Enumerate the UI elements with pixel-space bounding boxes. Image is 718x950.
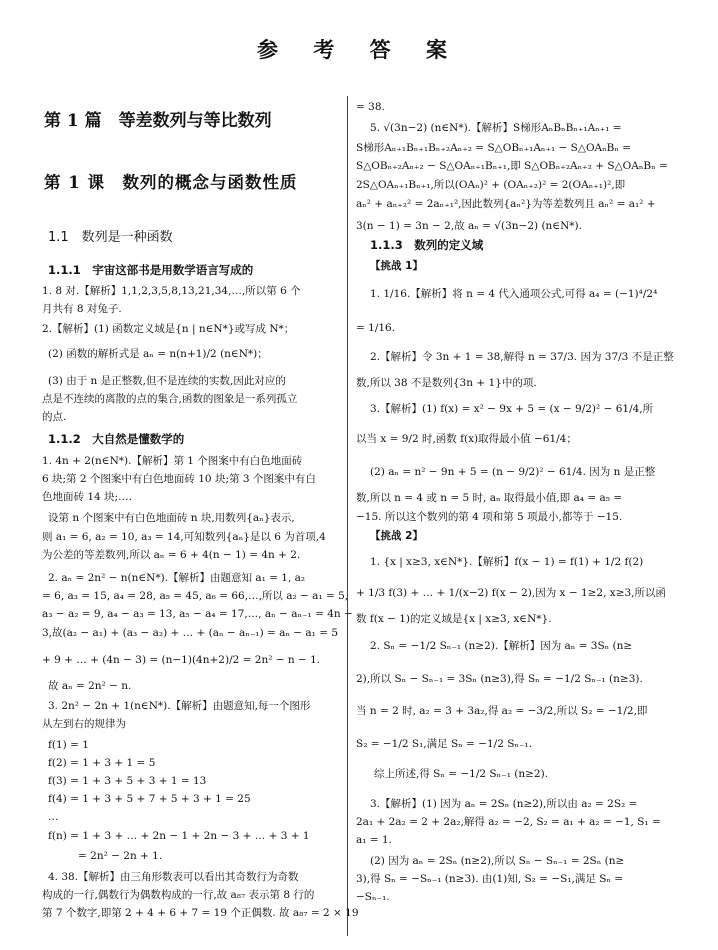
text-line: aₙ² + aₙ₊₂² = 2aₙ₊₁²,因此数列{aₙ²}为等差数列且 aₙ² = a₁² + bbox=[356, 198, 656, 210]
text-line: 月共有 8 对兔子. bbox=[42, 303, 122, 315]
text-line: 的点. bbox=[42, 411, 67, 423]
text-line: a₁ = 1. bbox=[356, 834, 392, 846]
subsection-title: 1.1.3 数列的定义域 bbox=[370, 238, 484, 252]
text-line: 3),得 Sₙ = −Sₙ₋₁ (n≥3). 由(1)知, S₂ = −S₁,满足 Sₙ = bbox=[356, 873, 624, 885]
text-line: (2) aₙ = n² − 9n + 5 = (n − 9/2)² − 61/4. 因为 n 是正整 bbox=[370, 466, 656, 478]
text-line: 6 块;第 2 个图案中有白色地面砖 10 块;第 3 个图案中有白 bbox=[42, 473, 316, 485]
text-line: S梯形Aₙ₊₁Bₙ₊₁Bₙ₊₂Aₙ₊₂ = S△OBₙ₊₁Aₙ₊₁ − S△OAₙBₙ = bbox=[356, 142, 632, 154]
text-line: = 38. bbox=[356, 101, 385, 113]
text-line: … bbox=[48, 811, 59, 823]
text-line: 3.【解析】(1) 因为 aₙ = 2Sₙ (n≥2),所以由 a₂ = 2S₂ = bbox=[370, 798, 638, 810]
text-line: 综上所述,得 Sₙ = −1/2 Sₙ₋₁ (n≥2). bbox=[374, 768, 549, 780]
part-title: 第 1 篇 等差数列与等比数列 bbox=[44, 111, 272, 131]
subsection-title: 1.1.1 宇宙这部书是用数学语言写成的 bbox=[48, 263, 254, 277]
text-line: f(2) = 1 + 3 + 1 = 5 bbox=[48, 757, 156, 769]
text-line: (2) 因为 aₙ = 2Sₙ (n≥2),所以 Sₙ − Sₙ₋₁ = 2Sₙ (n≥ bbox=[370, 855, 625, 867]
text-line: 为公差的等差数列,所以 aₙ = 6 + 4(n − 1) = 4n + 2. bbox=[42, 549, 301, 561]
text-line: 第 7 个数字,即第 2 + 4 + 6 + 7 = 19 个正偶数. 故 a₈₇ = 2 × 19 bbox=[42, 907, 359, 919]
text-line: 3,故(a₂ − a₁) + (a₃ − a₂) + … + (aₙ − aₙ₋₁) = aₙ − a₁ = 5 bbox=[42, 627, 339, 639]
column-divider bbox=[347, 96, 348, 936]
text-line: 2.【解析】令 3n + 1 = 38,解得 n = 37/3. 因为 37/3 不是正整 bbox=[370, 351, 674, 363]
text-line: 3(n − 1) = 3n − 2,故 aₙ = √(3n−2) (n∈N*). bbox=[356, 220, 582, 232]
text-line: 5. √(3n−2) (n∈N*).【解析】S梯形AₙBₙBₙ₊₁Aₙ₊₁ = bbox=[370, 122, 622, 134]
text-line: 从左到右的规律为 bbox=[42, 718, 126, 730]
text-line: 点是不连续的离散的点的集合,函数的图象是一系列孤立 bbox=[42, 393, 298, 405]
text-line: 以当 x = 9/2 时,函数 f(x)取得最小值 −61/4； bbox=[356, 433, 577, 445]
text-line: S₂ = −1/2 S₁,满足 Sₙ = −1/2 Sₙ₋₁. bbox=[356, 738, 533, 750]
text-line: 1. 8 对.【解析】1,1,2,3,5,8,13,21,34,…,所以第 6 个 bbox=[42, 285, 301, 297]
text-line: 2),所以 Sₙ − Sₙ₋₁ = 3Sₙ (n≥3),得 Sₙ = −1/2 Sₙ₋₁ (n≥3). bbox=[356, 673, 643, 685]
text-line: S△OBₙ₊₂Aₙ₊₂ − S△OAₙ₊₁Bₙ₊₁,即 S△OBₙ₊₂Aₙ₊₂ + S△OAₙBₙ = bbox=[356, 160, 668, 172]
text-line: −15. 所以这个数列的第 4 项和第 5 项最小,都等于 −15. bbox=[356, 511, 623, 523]
text-line: 1. {x | x≥3, x∈N*}.【解析】f(x − 1) = f(1) + 1/2 f(2) bbox=[370, 556, 644, 568]
text-line: 3. 2n² − 2n + 1(n∈N*).【解析】由题意知,每一个图形 bbox=[48, 700, 311, 712]
text-line: 当 n = 2 时, a₂ = 3 + 3a₂,得 a₂ = −3/2,所以 S₂ = −1/2,即 bbox=[356, 705, 648, 717]
text-line: f(3) = 1 + 3 + 5 + 3 + 1 = 13 bbox=[48, 775, 207, 787]
text-line: (2) 函数的解析式是 aₙ = n(n+1)/2 (n∈N*)； bbox=[48, 348, 268, 360]
text-line: 数,所以 n = 4 或 n = 5 时, aₙ 取得最小值,即 a₄ = a₅ = bbox=[356, 492, 623, 504]
text-line: = 6, a₃ = 15, a₄ = 28, a₅ = 45, a₆ = 66,…,所以 a₂ − a₁ = 5, bbox=[42, 590, 349, 602]
text-line: 2. aₙ = 2n² − n(n∈N*).【解析】由题意知 a₁ = 1, a₂ bbox=[48, 572, 306, 584]
text-line: = 1/16. bbox=[356, 322, 396, 334]
text-line: 2S△OAₙ₊₁Bₙ₊₁,所以(OAₙ)² + (OAₙ₊₂)² = 2(OAₙ₊₁)²,即 bbox=[356, 179, 626, 191]
text-line: + 9 + … + (4n − 3) = (n−1)(4n+2)/2 = 2n² − n − 1. bbox=[42, 654, 321, 666]
text-line: 故 aₙ = 2n² − n. bbox=[48, 680, 132, 692]
text-line: 则 a₁ = 6, a₂ = 10, a₃ = 14,可知数列{aₙ}是以 6 为首项,4 bbox=[42, 531, 326, 543]
page-title: 参 考 答 案 bbox=[257, 38, 461, 62]
subsection-title: 1.1.2 大自然是懂数学的 bbox=[48, 432, 185, 446]
challenge-heading: 【挑战 1】 bbox=[370, 260, 423, 272]
text-line: f(n) = 1 + 3 + … + 2n − 1 + 2n − 3 + … + 3 + 1 bbox=[48, 830, 310, 842]
text-line: 色地面砖 14 块;…. bbox=[42, 491, 132, 503]
section-title: 1.1 数列是一种函数 bbox=[48, 230, 173, 245]
lesson-title: 第 1 课 数列的概念与函数性质 bbox=[44, 173, 298, 192]
text-line: 1. 4n + 2(n∈N*).【解析】第 1 个图案中有白色地面砖 bbox=[42, 455, 303, 467]
text-line: (3) 由于 n 是正整数,但不是连续的实数,因此对应的 bbox=[48, 375, 286, 387]
text-line: + 1/3 f(3) + … + 1/(x−2) f(x − 2),因为 x − 1≥2, x≥3,所以函 bbox=[356, 587, 667, 599]
text-line: a₃ − a₂ = 9, a₄ − a₃ = 13, a₅ − a₄ = 17,…, aₙ − aₙ₋₁ = 4n − bbox=[42, 608, 353, 620]
challenge-heading: 【挑战 2】 bbox=[370, 530, 423, 542]
text-line: 2. Sₙ = −1/2 Sₙ₋₁ (n≥2).【解析】因为 aₙ = 3Sₙ (n≥ bbox=[370, 640, 633, 652]
text-line: 数 f(x − 1)的定义域是{x | x≥3, x∈N*}. bbox=[356, 613, 552, 625]
text-line: −Sₙ₋₁. bbox=[356, 891, 390, 903]
text-line: 数,所以 38 不是数列{3n + 1}中的项. bbox=[356, 377, 537, 389]
text-line: 构成的一行,偶数行为偶数构成的一行,故 a₈₇ 表示第 8 行的 bbox=[42, 889, 315, 901]
text-line: 1. 1/16.【解析】将 n = 4 代入通项公式,可得 a₄ = (−1)⁴/2⁴ bbox=[370, 288, 658, 300]
text-line: f(1) = 1 bbox=[48, 739, 89, 751]
text-line: 4. 38.【解析】由三角形数表可以看出其奇数行为奇数 bbox=[48, 871, 299, 883]
text-line: 设第 n 个图案中有白色地面砖 n 块,用数列{aₙ}表示, bbox=[48, 512, 295, 524]
text-line: = 2n² − 2n + 1. bbox=[78, 850, 163, 862]
text-line: 2.【解析】(1) 函数定义域是{n | n∈N*}或写成 N*； bbox=[42, 323, 295, 335]
text-line: 3.【解析】(1) f(x) = x² − 9x + 5 = (x − 9/2)² − 61/4,所 bbox=[370, 403, 654, 415]
text-line: 2a₁ + 2a₂ = 2 + 2a₂,解得 a₂ = −2, S₂ = a₁ + a₂ = −1, S₁ = bbox=[356, 816, 661, 828]
text-line: f(4) = 1 + 3 + 5 + 7 + 5 + 3 + 1 = 25 bbox=[48, 793, 251, 805]
